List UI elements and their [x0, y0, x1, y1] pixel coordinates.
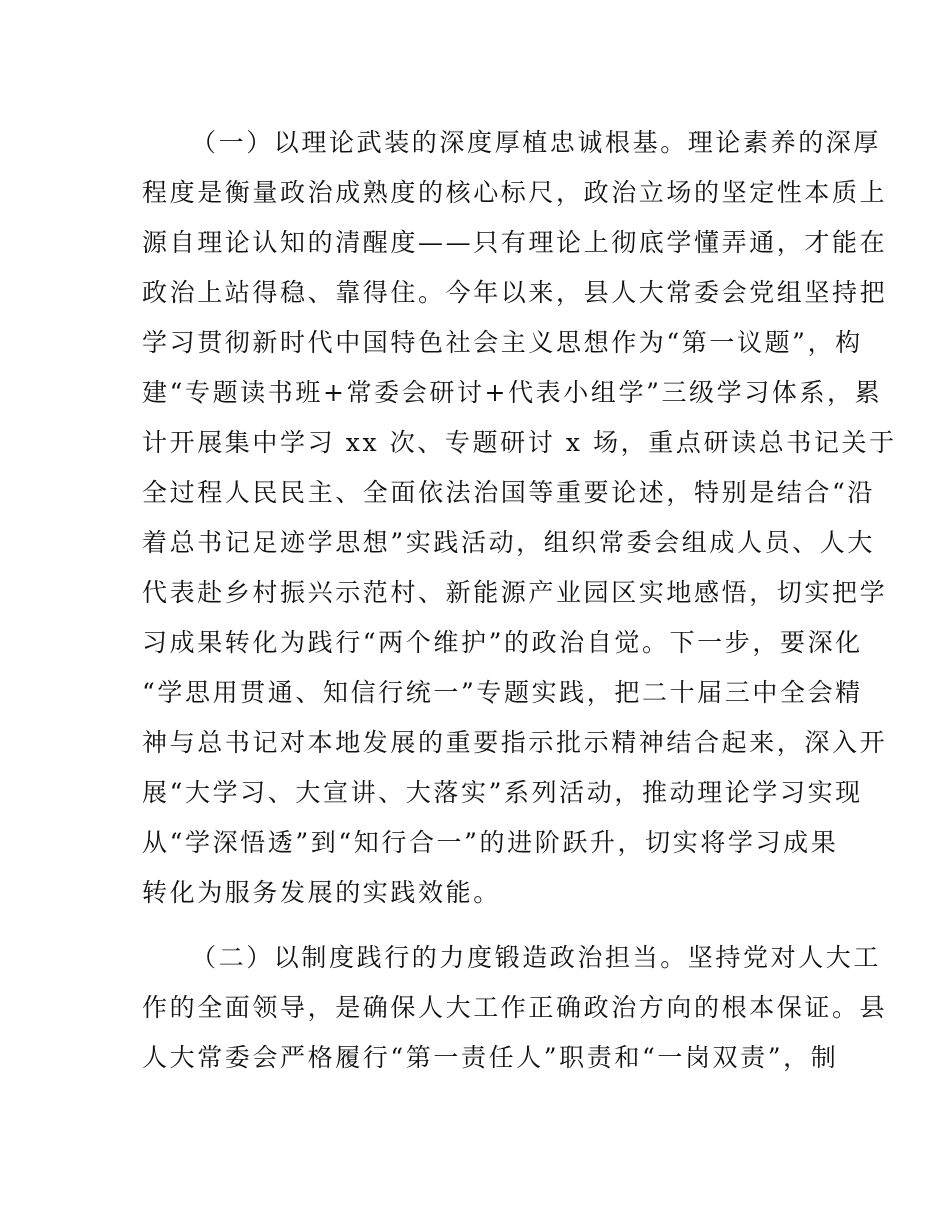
- paragraph-1-line-16: 转化为服务发展的实践效能。: [142, 878, 501, 907]
- paragraph-1-line-11: 习成果转化为践行“两个维护”的政治自觉。下一步，要深化: [142, 628, 863, 657]
- paragraph-1-line-5: 学习贯彻新时代中国特色社会主义思想作为“第一议题”，构: [142, 328, 863, 357]
- paragraph-1-line-10: 代表赴乡村振兴示范村、新能源产业园区实地感悟，切实把学: [142, 578, 888, 607]
- paragraph-1-line-4: 政治上站得稳、靠得住。今年以来，县人大常委会党组坚持把: [142, 278, 888, 307]
- paragraph-1-line-12: “学思用贯通、知信行统一”专题实践，把二十届三中全会精: [142, 678, 863, 707]
- paragraph-1-line-9: 着总书记足迹学思想”实践活动，组织常委会组成人员、人大: [142, 528, 875, 557]
- paragraph-2-line-3: 人大常委会严格履行“第一责任人”职责和“一岗双责”，制: [142, 1043, 839, 1072]
- paragraph-1-line-6: 建“专题读书班+常委会研讨+代表小组学”三级学习体系，累: [142, 378, 883, 407]
- paragraph-1-line-1: （一）以理论武装的深度厚植忠诚根基。理论素养的深厚: [191, 128, 882, 157]
- paragraph-2-line-2: 作的全面领导，是确保人大工作正确政治方向的根本保证。县: [142, 993, 888, 1022]
- paragraph-1-line-13: 神与总书记对本地发展的重要指示批示精神结合起来，深入开: [142, 728, 888, 757]
- paragraph-1-line-7: 计开展集中学习 xx 次、专题研讨 x 场，重点研读总书记关于: [142, 428, 897, 457]
- paragraph-2-line-1: （二）以制度践行的力度锻造政治担当。坚持党对人大工: [191, 943, 882, 972]
- paragraph-1-line-2: 程度是衡量政治成熟度的核心标尺，政治立场的坚定性本质上: [142, 178, 888, 207]
- paragraph-1-line-15: 从“学深悟透”到“知行合一”的进阶跃升，切实将学习成果: [142, 828, 839, 857]
- paragraph-1-line-14: 展“大学习、大宣讲、大落实”系列活动，推动理论学习实现: [142, 778, 863, 807]
- paragraph-1-line-3: 源自理论认知的清醒度——只有理论上彻底学懂弄通，才能在: [142, 228, 888, 257]
- paragraph-1-line-8: 全过程人民民主、全面依法治国等重要论述，特别是结合“沿: [142, 478, 875, 507]
